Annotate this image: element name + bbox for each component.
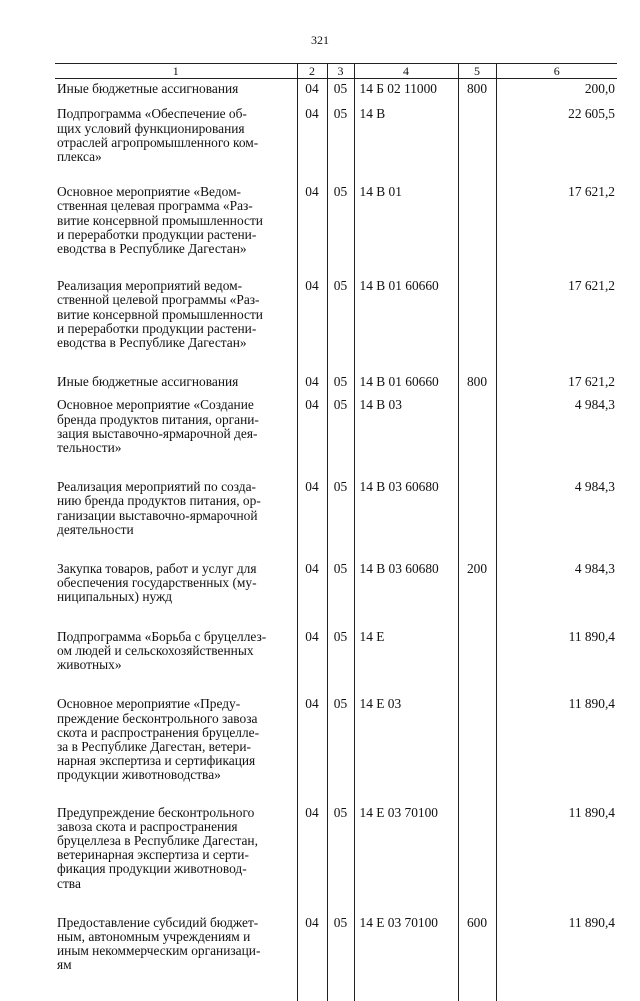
row-section: 04 bbox=[297, 276, 327, 372]
row-subsection: 05 bbox=[327, 79, 354, 105]
row-target-article: 14 В 03 bbox=[354, 395, 458, 477]
filler-cell bbox=[297, 973, 327, 1001]
budget-table bbox=[55, 63, 617, 1001]
row-subsection: 05 bbox=[327, 477, 354, 559]
row-target-article: 14 В 01 bbox=[354, 182, 458, 276]
row-expense-type bbox=[458, 182, 496, 276]
row-expense-type bbox=[458, 276, 496, 372]
row-section: 04 bbox=[297, 694, 327, 802]
row-section: 04 bbox=[297, 803, 327, 913]
row-expense-type bbox=[458, 395, 496, 477]
row-target-article: 14 Е bbox=[354, 627, 458, 695]
row-section: 04 bbox=[297, 913, 327, 973]
row-section: 04 bbox=[297, 79, 327, 105]
row-name: Основное мероприятие «Преду- преждение бесконтрольного завоза скота и распространения бруцелле- за в Республике Дагестан, ветери- нарная экспертиза и сертификация продукции животноводства» bbox=[57, 696, 260, 783]
row-subsection: 05 bbox=[327, 559, 354, 627]
row-section: 04 bbox=[297, 627, 327, 695]
row-amount: 17 621,2 bbox=[496, 276, 617, 372]
row-name: Предупреждение бесконтрольного завоза скота и распространения бруцеллеза в Республике Дагестан, ветеринарная экспертиза и серти- фикация продукции животновод- ства bbox=[57, 804, 258, 891]
row-target-article: 14 Е 03 70100 bbox=[354, 803, 458, 913]
row-subsection: 05 bbox=[327, 104, 354, 182]
row-expense-type: 800 bbox=[458, 372, 496, 395]
row-amount: 4 984,3 bbox=[496, 477, 617, 559]
table-filler-row bbox=[55, 973, 617, 1001]
row-subsection: 05 bbox=[327, 372, 354, 395]
row-name: Иные бюджетные ассигнования bbox=[57, 81, 239, 97]
row-expense-type: 600 bbox=[458, 913, 496, 973]
table-row bbox=[55, 395, 617, 477]
table-row bbox=[55, 559, 617, 627]
row-section: 04 bbox=[297, 372, 327, 395]
column-header-6: 6 bbox=[496, 64, 617, 79]
row-subsection: 05 bbox=[327, 803, 354, 913]
table-row bbox=[55, 372, 617, 395]
column-header-5: 5 bbox=[458, 64, 496, 79]
row-section: 04 bbox=[297, 395, 327, 477]
page-number: 321 bbox=[311, 33, 329, 47]
column-header-4: 4 bbox=[354, 64, 458, 79]
column-header-1: 1 bbox=[55, 64, 297, 79]
table-header-row bbox=[55, 64, 617, 79]
row-subsection: 05 bbox=[327, 694, 354, 802]
table-row bbox=[55, 913, 617, 973]
row-name: Закупка товаров, работ и услуг для обеспечения государственных (му- ниципальных) нужд bbox=[57, 561, 257, 605]
row-amount: 11 890,4 bbox=[496, 803, 617, 913]
row-target-article: 14 Б 02 11000 bbox=[354, 79, 458, 105]
row-expense-type bbox=[458, 477, 496, 559]
row-amount: 17 621,2 bbox=[496, 372, 617, 395]
row-subsection: 05 bbox=[327, 627, 354, 695]
table-row bbox=[55, 477, 617, 559]
row-name: Предоставление субсидий бюджет- ным, автономным учреждениям и иным некоммерческим организаци- ям bbox=[57, 914, 261, 973]
row-target-article: 14 В 01 60660 bbox=[354, 372, 458, 395]
table-body bbox=[55, 79, 617, 1001]
row-name: Подпрограмма «Борьба с бруцеллез- ом людей и сельскохозяйственных животных» bbox=[57, 628, 267, 673]
table-row bbox=[55, 627, 617, 695]
row-amount: 17 621,2 bbox=[496, 182, 617, 276]
row-target-article: 14 Е 03 bbox=[354, 694, 458, 802]
row-target-article: 14 В 01 60660 bbox=[354, 276, 458, 372]
row-section: 04 bbox=[297, 104, 327, 182]
row-expense-type bbox=[458, 627, 496, 695]
row-name: Подпрограмма «Обеспечение об- щих условий функционирования отраслей агропромышленного ком- плекса» bbox=[57, 106, 259, 165]
table-row bbox=[55, 104, 617, 182]
row-amount: 200,0 bbox=[496, 79, 617, 105]
row-section: 04 bbox=[297, 477, 327, 559]
row-section: 04 bbox=[297, 559, 327, 627]
row-amount: 22 605,5 bbox=[496, 104, 617, 182]
column-header-3: 3 bbox=[327, 64, 354, 79]
table-row bbox=[55, 79, 617, 105]
row-expense-type: 800 bbox=[458, 79, 496, 105]
row-amount: 11 890,4 bbox=[496, 694, 617, 802]
filler-cell bbox=[496, 973, 617, 1001]
row-section: 04 bbox=[297, 182, 327, 276]
row-expense-type bbox=[458, 104, 496, 182]
table-row bbox=[55, 694, 617, 802]
row-name: Иные бюджетные ассигнования bbox=[57, 374, 239, 390]
filler-cell bbox=[354, 973, 458, 1001]
filler-cell bbox=[55, 973, 297, 1001]
table-row bbox=[55, 276, 617, 372]
row-name: Основное мероприятие «Создание бренда продуктов питания, органи- зация выставочно-ярмарочной дея- тельности» bbox=[57, 397, 259, 456]
row-subsection: 05 bbox=[327, 395, 354, 477]
row-target-article: 14 В 03 60680 bbox=[354, 477, 458, 559]
row-expense-type bbox=[458, 694, 496, 802]
row-target-article: 14 В bbox=[354, 104, 458, 182]
column-header-2: 2 bbox=[297, 64, 327, 79]
filler-cell bbox=[458, 973, 496, 1001]
row-subsection: 05 bbox=[327, 182, 354, 276]
row-amount: 4 984,3 bbox=[496, 395, 617, 477]
row-expense-type bbox=[458, 803, 496, 913]
row-amount: 11 890,4 bbox=[496, 913, 617, 973]
row-name: Реализация мероприятий ведом- ственной целевой программы «Раз- витие консервной промышленности и переработки продукции растени- еводства в Республике Дагестан» bbox=[57, 278, 263, 351]
row-subsection: 05 bbox=[327, 913, 354, 973]
row-expense-type: 200 bbox=[458, 559, 496, 627]
table-row bbox=[55, 182, 617, 276]
table-row bbox=[55, 803, 617, 913]
row-target-article: 14 В 03 60680 bbox=[354, 559, 458, 627]
row-amount: 4 984,3 bbox=[496, 559, 617, 627]
filler-cell bbox=[327, 973, 354, 1001]
row-target-article: 14 Е 03 70100 bbox=[354, 913, 458, 973]
row-subsection: 05 bbox=[327, 276, 354, 372]
row-amount: 11 890,4 bbox=[496, 627, 617, 695]
row-name: Основное мероприятие «Ведом- ственная целевая программа «Раз- витие консервной промышленности и переработки продукции растени- еводства в Республике Дагестан» bbox=[57, 184, 263, 257]
row-name: Реализация мероприятий по созда- нию бренда продуктов питания, ор- ганизации выставочно-ярмарочной деятельности bbox=[57, 479, 261, 537]
